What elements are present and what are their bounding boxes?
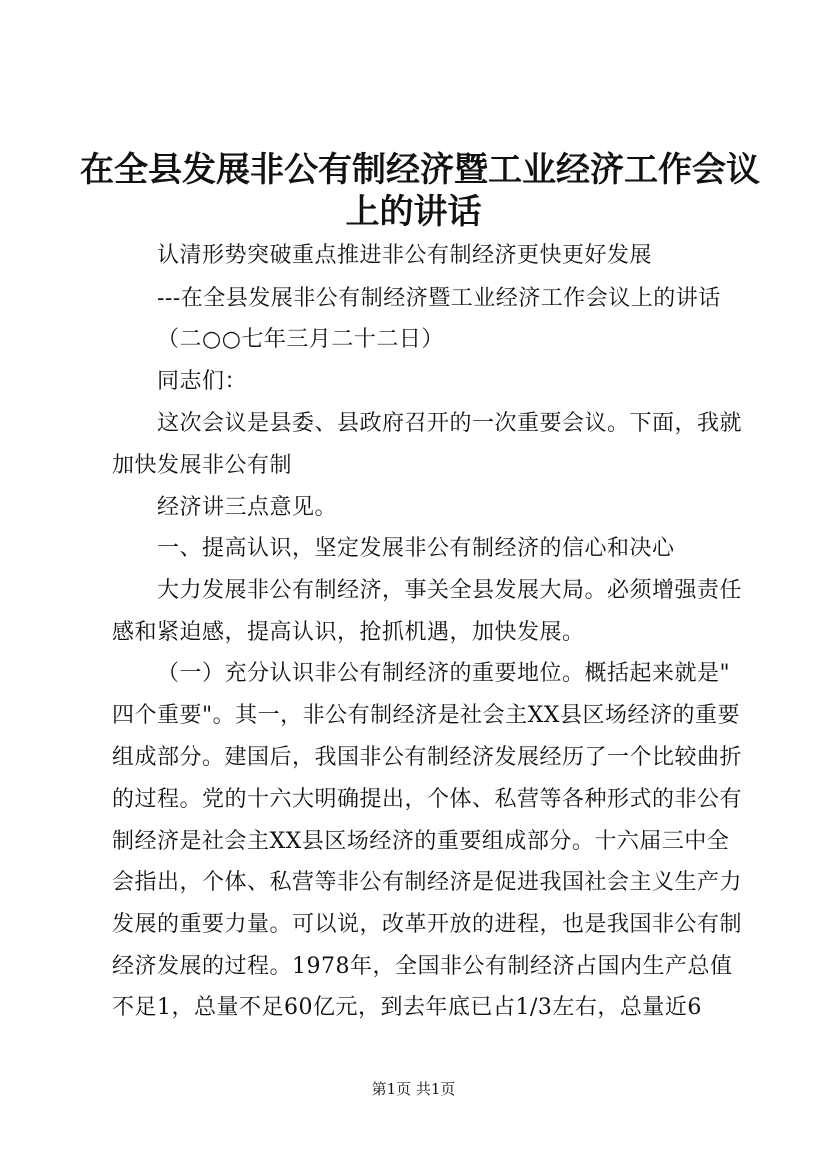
page-number-footer: 第1页 共1页 — [371, 1080, 456, 1098]
paragraph-line: 组成部分。建国后，我国非公有制经济发展经历了一个比较曲折 — [112, 745, 743, 770]
paragraph-line: 这次会议是县委、县政府召开的一次重要会议。下面，我就 — [157, 411, 743, 436]
paragraph-line: 大力发展非公有制经济，事关全县发展大局。必须增强责任 — [157, 578, 743, 603]
paragraph-line: 不足1，总量不足60亿元，到去年底已占1/3左右，总量近6 — [112, 995, 702, 1020]
document-subtitle-2: ---在全县发展非公有制经济暨工业经济工作会议上的讲话 — [157, 286, 721, 311]
document-title-line-2: 上的讲话 — [345, 192, 482, 232]
paragraph-line: （一）充分认识非公有制经济的重要地位。概括起来就是" — [157, 661, 731, 686]
document-title-line-1: 在全县发展非公有制经济暨工业经济工作会议 — [80, 150, 760, 190]
paragraph-line: 感和紧迫感，提高认识，抢抓机遇，加快发展。 — [112, 620, 585, 645]
section-heading: 一、提高认识，坚定发展非公有制经济的信心和决心 — [157, 536, 675, 561]
document-date: （二○○七年三月二十二日） — [157, 327, 444, 352]
paragraph-line: 发展的重要力量。可以说，改革开放的进程，也是我国非公有制 — [112, 912, 743, 937]
paragraph-line: 制经济是社会主XX县区场经济的重要组成部分。十六届三中全 — [112, 829, 730, 854]
paragraph-line: 经济讲三点意见。 — [157, 495, 338, 520]
paragraph-line: 会指出，个体、私营等非公有制经济是促进我国社会主义生产力 — [112, 870, 743, 895]
paragraph-line: 加快发展非公有制 — [112, 453, 293, 478]
paragraph-line: 的过程。党的十六大明确提出，个体、私营等各种形式的非公有 — [112, 787, 743, 812]
paragraph-line: 经济发展的过程。1978年，全国非公有制经济占国内生产总值 — [112, 954, 733, 979]
document-salutation: 同志们： — [157, 369, 248, 394]
document-subtitle: 认清形势突破重点推进非公有制经济更快更好发展 — [157, 243, 653, 268]
paragraph-line: 四个重要"。其一，非公有制经济是社会主XX县区场经济的重要 — [112, 703, 740, 728]
